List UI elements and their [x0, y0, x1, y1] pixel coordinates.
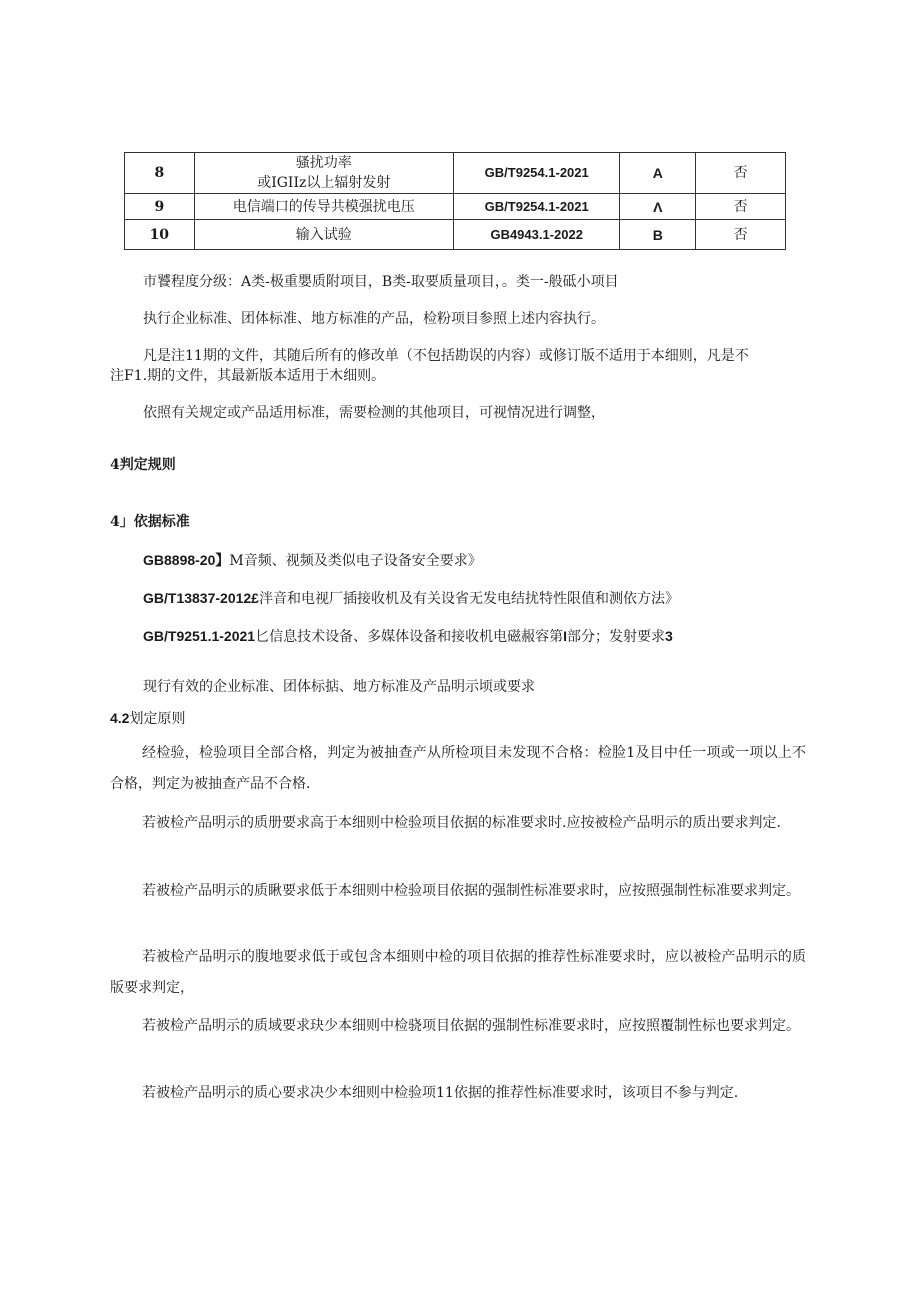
section-heading: 4判定规则: [110, 457, 176, 473]
item-standard: GB/T9254.1-2021: [453, 153, 620, 194]
standard-code: GB8898-20】: [143, 552, 230, 568]
standard-title: M音频、视频及类似电子设备安全要求》: [229, 553, 482, 569]
item-name-line2: 或IGIIz以上辐射发射: [257, 175, 391, 191]
item-name: 电信端口的传导共模强扰电压: [194, 194, 453, 220]
current-standards-note: 现行有效的企业标准、团体标掂、地方标准及产品明示顷或要求: [143, 679, 535, 695]
subsection-basis-heading: 4」依据标准: [110, 514, 190, 530]
standard-item: [143, 550, 482, 571]
table-row: [125, 194, 786, 220]
standard-item: [143, 626, 673, 647]
judgement-paragraph: 若被检产品明示的腹地要求低于或包含本细则中检的项目依据的推荐性标准要求时，应以被检产品明示的质版要求判定，: [110, 949, 806, 996]
adjust-note: 依照有关规定或产品适用标准，需要检测的其他项目，可视情况进行调整，: [143, 405, 605, 421]
dated-note-line1: 凡是注11期的文件，其随后所有的修改单（不包括勘误的内容）或修订版不适用于本细则，凡是不: [143, 348, 749, 364]
severity-note: 市饕程度分级：A类-极重嬰质附项目，B类-取要质量项目，。类一-般砥小项目: [143, 274, 619, 290]
item-name: [194, 153, 453, 194]
item-number: 10: [125, 220, 195, 250]
item-standard: GB4943.1-2022: [453, 220, 620, 250]
standard-code: GB/T13837-2012£: [143, 590, 259, 606]
subsection-principle-heading: [110, 708, 185, 729]
standard-title: 泮音和电视厂插接收机及有关设省无发电结扰特性限值和测依方法》: [258, 591, 679, 607]
standard-title-cont: 部分；发射要求: [566, 629, 665, 645]
execute-note: 执行企业标准、团体标准、地方标准的产品，检粉项目参照上述内容执行。: [143, 311, 605, 327]
dated-note-line2: 注F1.期的文件，其最新版本适用于木细则。: [110, 368, 386, 384]
standard-title: 匕信息技术设备、多媒体设备和接收机电磁赧容第: [255, 629, 564, 645]
item-flag: 否: [696, 153, 786, 194]
subsection-title: 划定原则: [129, 711, 186, 727]
item-number: 8: [125, 153, 195, 194]
judgement-paragraph: 若被检产品明示的质域要求玦少本细则中检骁项目依据的强制性标准要求时，应按照覆制性标也要求判定。: [142, 1018, 800, 1034]
judgement-paragraph: 若被检产品明示的质心要求决少本细则中检验项11依据的推荐性标准要求时，该项目不参与判定.: [142, 1085, 739, 1101]
item-number: 9: [125, 194, 195, 220]
item-flag: 否: [696, 194, 786, 220]
item-flag: 否: [696, 220, 786, 250]
item-class: A: [620, 153, 696, 194]
standard-part-number: I: [563, 628, 567, 644]
item-standard: GB/T9254.1-2021: [453, 194, 620, 220]
table-row: [125, 220, 786, 250]
item-class: Λ: [620, 194, 696, 220]
judgement-paragraph: 经检验，检验项目全部合格，判定为被抽查产从所检项目未发现不合格：检脸1及目中任一项或一项以上不合格，判定为被抽查产品不合格.: [110, 745, 806, 792]
standard-code: GB/T9251.1-2021: [143, 628, 256, 644]
judgement-paragraph: 若被检产品明示的质瞅要求低于本细则中检验项目依据的强制性标准要求时，应按照强制性标准要求判定。: [142, 883, 800, 899]
standard-end-mark: 3: [664, 628, 673, 644]
subsection-number: 4.2: [110, 710, 130, 726]
inspection-items-table: [124, 152, 786, 250]
item-name: 输入试验: [194, 220, 453, 250]
standard-item: [143, 588, 679, 609]
judgement-paragraph: 若被检产品明示的质册要求高于本细则中检验项目依据的标准要求时.应按被检产品明示的质出要求判定.: [142, 815, 781, 831]
table-row: [125, 153, 786, 194]
item-class: B: [620, 220, 696, 250]
item-name-line1: 骚扰功率: [295, 155, 352, 171]
